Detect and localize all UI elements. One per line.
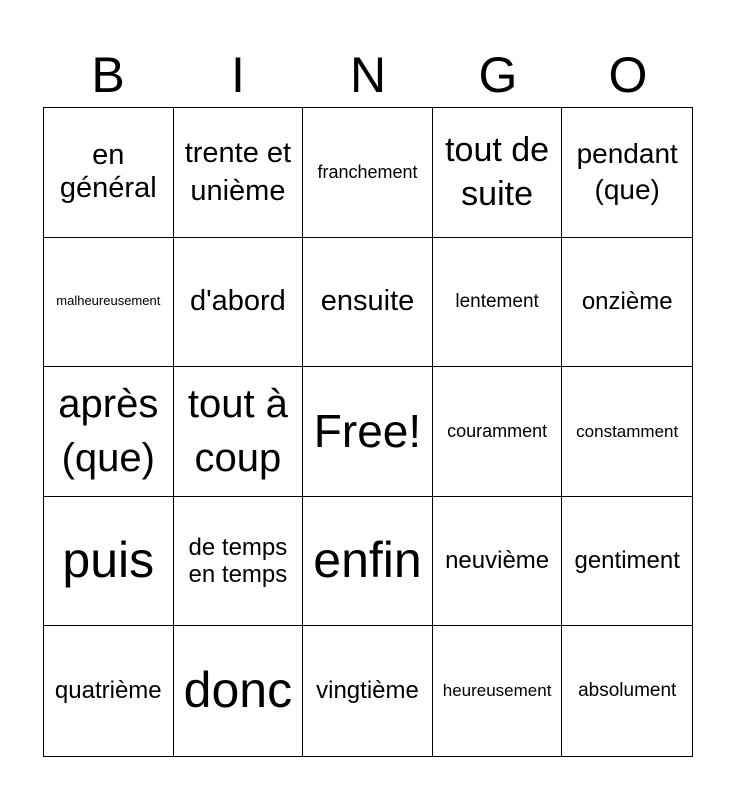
cell-text: tout à coup: [187, 382, 288, 481]
cell-text: puis: [62, 532, 155, 589]
cell-text: quatrième: [54, 677, 162, 705]
header-letter-i: I: [231, 47, 245, 103]
cell-text: tout de suite: [445, 131, 550, 214]
bingo-cell[interactable]: [44, 626, 174, 756]
cell-text: pendant (que): [576, 137, 678, 206]
bingo-cell[interactable]: [562, 238, 692, 368]
cell-text: onzième: [581, 288, 673, 316]
cell-text: couramment: [447, 421, 548, 442]
header-letter-g: G: [478, 47, 518, 103]
bingo-cell[interactable]: [44, 367, 174, 497]
bingo-cell[interactable]: [562, 367, 692, 497]
bingo-cell[interactable]: [433, 367, 563, 497]
bingo-cell[interactable]: [44, 497, 174, 627]
cell-text: en général: [59, 138, 157, 205]
cell-text: donc: [183, 662, 293, 719]
bingo-cell[interactable]: [174, 238, 304, 368]
bingo-cell[interactable]: [174, 108, 304, 238]
bingo-cell[interactable]: [433, 626, 563, 756]
cell-text: gentiment: [574, 547, 680, 575]
cell-text: constamment: [576, 421, 679, 441]
cell-text: lentement: [455, 290, 539, 312]
cell-text: enfin: [313, 532, 422, 589]
bingo-cell[interactable]: [44, 238, 174, 368]
header-letter-b: B: [91, 47, 125, 103]
cell-text: de temps en temps: [188, 533, 288, 589]
bingo-cell[interactable]: [562, 108, 692, 238]
bingo-cell[interactable]: [303, 108, 433, 238]
bingo-cell[interactable]: [174, 626, 304, 756]
bingo-cell[interactable]: [44, 108, 174, 238]
free-space-cell[interactable]: [303, 367, 433, 497]
cell-text: malheureusement: [56, 293, 161, 309]
cell-text: vingtième: [316, 677, 419, 705]
bingo-cell[interactable]: [433, 238, 563, 368]
bingo-card-grid: [43, 107, 693, 757]
bingo-header: [43, 46, 693, 104]
cell-text: ensuite: [320, 285, 415, 318]
cell-text: absolument: [578, 680, 677, 702]
bingo-cell[interactable]: [562, 497, 692, 627]
cell-text: d'abord: [189, 285, 286, 318]
bingo-cell[interactable]: [562, 626, 692, 756]
cell-text: trente et unième: [184, 136, 292, 208]
bingo-cell[interactable]: [174, 367, 304, 497]
free-space-text: Free!: [313, 405, 422, 458]
bingo-cell[interactable]: [303, 626, 433, 756]
bingo-cell[interactable]: [303, 497, 433, 627]
cell-text: heureusement: [442, 681, 552, 701]
header-letter-o: O: [608, 47, 648, 103]
bingo-cell[interactable]: [174, 497, 304, 627]
bingo-cell[interactable]: [433, 108, 563, 238]
cell-text: après (que): [58, 382, 159, 481]
bingo-cell[interactable]: [303, 238, 433, 368]
cell-text: franchement: [317, 161, 418, 182]
cell-text: neuvième: [445, 547, 550, 575]
header-letter-n: N: [349, 47, 387, 103]
bingo-cell[interactable]: [433, 497, 563, 627]
